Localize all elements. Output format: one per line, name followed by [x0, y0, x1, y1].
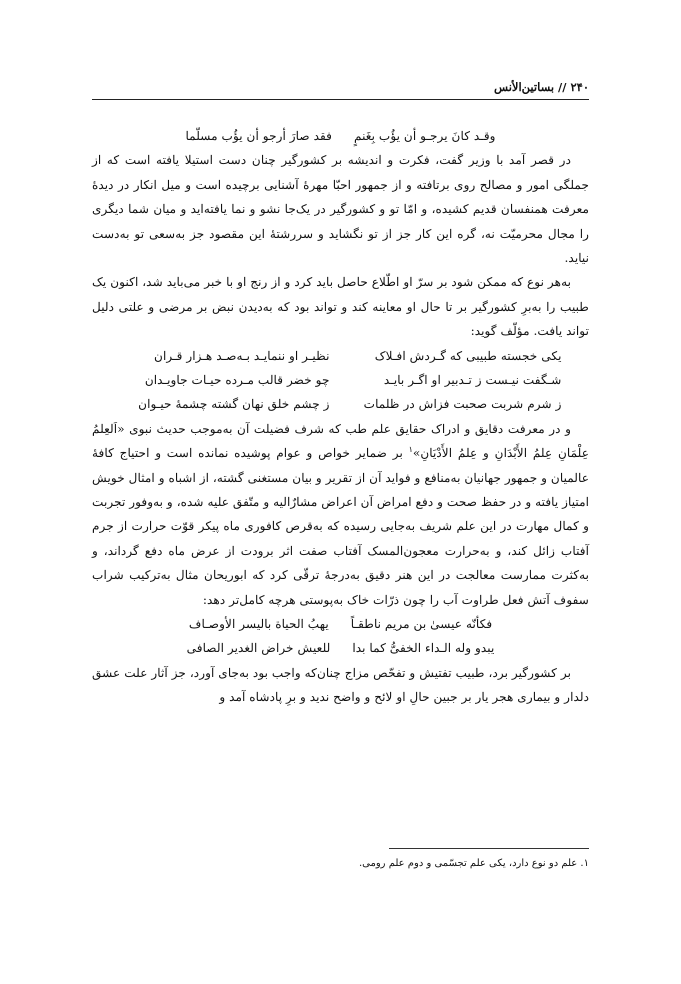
verse-hemistich: چو خضر قالب مـرده حیـات جاویـدان [144, 373, 330, 388]
verse-line [92, 124, 589, 148]
paragraph: بر کشورگیر برد، طبیب تفتیش و تفحّص مزاج چنان‌که واجب بود به‌جای آورد، جز آثار علت عشق دلدار و بیماری هجر یار بر جبین حالِ او لائح و واضح ندید و برِ پادشاه آمد و [92, 665, 589, 705]
paragraph-text: و در معرفت دقایق و ادراک حقایق علم طب که شرف فضیلت آن به‌موجب حدیث نبوی «اَلعِلمُ عِلْمَانِ عِلمُ الأَبْدَانِ و عِلمُ الأَدْیَانِ» [92, 421, 589, 461]
verse-hemistich: یبدو وله الـداء الخفیُّ کما بدا [352, 641, 495, 656]
verse-hemistich: وقـد کانَ یرجـو أن یؤُب بِغَنمٍ [353, 129, 496, 143]
paragraph: در قصر آمد با وزیر گفت، فکرت و اندیشه بر کشورگیر چنان دست استیلا یافته است که از جملگی امور و مصالح روی برتافته و از جمهور احبّا مهرهٔ آشنایی برچیده است و میل انکار در دیدهٔ معرفت همنفسان قدیم کشیده، و امّا تو و کشورگیر در یک‌جا نشو و نما یافته‌اید و میان شما دیگری را مجال محرمیّت نه، گره این کار جز از تو نگشاید و سررشتهٔ این مقصود جز به‌سعی تو به‌دست نیاید. [92, 153, 589, 266]
footnote-rule [389, 848, 589, 849]
verse-hemistich: شـگفت نیـست ز تـدبیر او اگـر بایـد [383, 373, 562, 388]
footnote: ۱. علم دو نوع دارد، یکی علم تجسّمی و دوم علم رومی. [358, 858, 589, 869]
verse-line [92, 344, 589, 368]
verse-line [92, 612, 589, 636]
page-body [92, 124, 589, 710]
verse-hemistich: فقد صارَ أرجو أن یؤُب مسلّما [185, 129, 332, 143]
verse-hemistich: فکأنّه عیسیٰ بن مریم ناطقـاً [350, 617, 493, 632]
verse-line [92, 368, 589, 392]
header-rule [92, 99, 589, 100]
verse-hemistich: للعیش خراض الغدیر الصافی [186, 641, 331, 656]
paragraph: به‌هر نوع که ممکن شود بر سرّ او اطّلاع حاصل باید کرد و از رنج او با خبر می‌باید شد، اکنون یک طبیب را به‌برِ کشورگیر بر تا حال او معاینه کند و تواند بود که به‌دیدن نبض بر مرضی و علتی دلیل تواند یافت. مؤلّف گوید: [92, 275, 589, 339]
verse-hemistich: یهبُ الحیاة بالیسر الأوصـاف [188, 617, 329, 632]
verse-hemistich: نظیـر او ننمایـد بـه‌صـد هـزار قـران [154, 348, 330, 363]
verse-line [92, 636, 589, 660]
running-header: ۲۴۰ // بساتین‌الأنس [494, 80, 589, 94]
verse-hemistich: یکی خجسته طبیبی که گـردش افـلاک [374, 348, 562, 363]
footnote-marker[interactable]: ۱ [408, 445, 413, 455]
verse-hemistich: ز چشم خلق نهان گشته چشمهٔ حیـوان [138, 397, 330, 412]
paragraph [92, 417, 589, 612]
verse-hemistich: ز شرم شربت صحبت فزاش در ظلمات [363, 397, 562, 412]
paragraph-text: بر ضمایر خواص و عوام پوشیده نمانده است و احتیاج کافهٔ عالمیان و جمهور جهانیان به‌منافع و فواید آن از تقریر و بیان مستغنی گشته، از اشباه و امثال خویش امتیاز یافته و در حفظ صحت و دفع امراض آن اعراض مشارٌالیه و متّفق علیه شده، و به‌وفور تجربت و کمال مهارت در این علم شریف به‌جایی رسیده که به‌قرص کافوری ماه پیکر قوّت حرارت از جرم آفتاب زائل کند، و به‌حرارت معجون‌المسک آفتاب صفت اثر برودت از عرض ماه دفع گرداند، و به‌کثرت ممارست معالجت در این هنر دقیق به‌درجهٔ ترقّی کرد که ابوریحان مثال به‌ترکیب شراب سفوف آتش فعل طراوت آب را چون ذرّات خاک به‌پوستی هرچه کامل‌تر دهد: [92, 446, 589, 607]
verse-line [92, 392, 589, 416]
